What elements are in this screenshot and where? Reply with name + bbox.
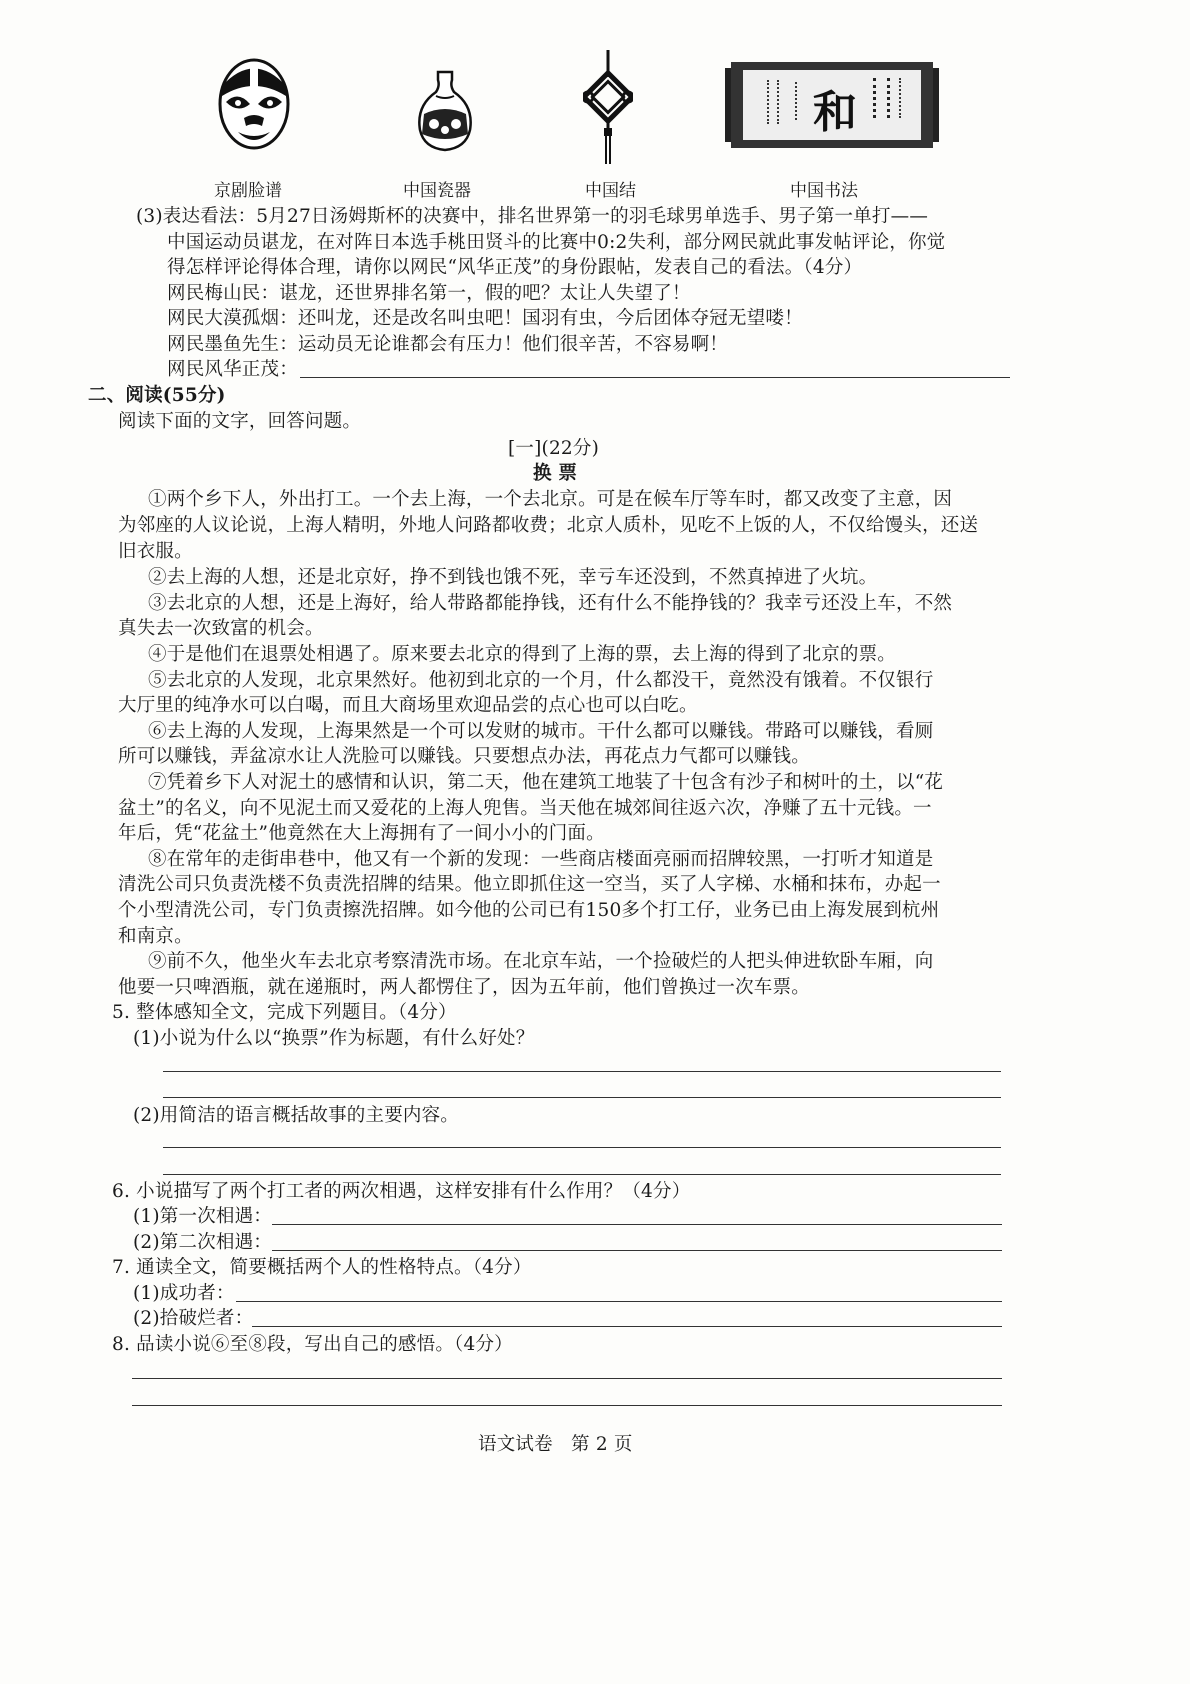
q6-1-answer-line[interactable] (272, 1224, 1002, 1225)
q7-2-label: (2)拾破烂者： (133, 1308, 254, 1329)
q3-line-3: 得怎样评论得体合理，请你以网民“风华正茂”的身份跟帖，发表自己的看法。（4分） (167, 257, 863, 278)
scroll-main-character: 和 (813, 87, 857, 138)
q3-line-2: 中国运动员谌龙，在对阵日本选手桃田贤斗的比赛中0:2失利，部分网民就此事发帖评论，你觉 (167, 232, 946, 253)
figure-caption-porcelain: 中国瓷器 (403, 181, 471, 201)
story-line: ⑨前不久，他坐火车去北京考察清洗市场。在北京车站，一个捡破烂的人把头伸进软卧车厢，向 (148, 951, 934, 972)
story-line: 为邻座的人议论说，上海人精明，外地人问路都收费；北京人质朴，见吃不上饭的人，不仅给馒头，还送 (118, 515, 979, 536)
page-footer: 语文试卷 第 2 页 (478, 1434, 633, 1455)
figure-caption-calligraphy: 中国书法 (790, 181, 858, 201)
q8-answer-line[interactable] (132, 1405, 1002, 1406)
q8-answer-line[interactable] (132, 1378, 1002, 1379)
q3-answer-line[interactable] (300, 377, 1010, 378)
story-line: ⑥去上海的人发现，上海果然是一个可以发财的城市。干什么都可以赚钱。带路可以赚钱，看厕 (148, 721, 934, 742)
q7-1-label: (1)成功者： (133, 1283, 235, 1304)
story-line: ⑧在常年的走街串巷中，他又有一个新的发现：一些商店楼面亮丽而招牌较黑，一打听才知道是 (148, 849, 934, 870)
q8-prompt: 8. 品读小说⑥至⑧段，写出自己的感悟。（4分） (112, 1334, 513, 1355)
story-line: ②去上海的人想，还是北京好，挣不到钱也饿不死，幸亏车还没到，不然真掉进了火坑。 (148, 567, 878, 588)
porcelain-vase-icon (412, 70, 478, 156)
q5-1-answer-line[interactable] (163, 1071, 1001, 1072)
story-line: 和南京。 (118, 926, 193, 947)
story-line: 他要一只啤酒瓶，就在递瓶时，两人都愣住了，因为五年前，他们曾换过一次车票。 (118, 977, 810, 998)
q7-1-answer-line[interactable] (236, 1301, 1002, 1302)
story-line: 旧衣服。 (118, 541, 193, 562)
story-line: 所可以赚钱，弄盆凉水让人洗脸可以赚钱。只要想点办法，再花点力气都可以赚钱。 (118, 746, 810, 767)
part-label: [一](22分) (508, 438, 600, 459)
q3-answer-label: 网民风华正茂： (167, 359, 298, 380)
q3-comment-1: 网民梅山民：谌龙，还世界排名第一，假的吧？太让人失望了！ (167, 283, 691, 304)
story-line: 盆土”的名义，向不见泥土而又爱花的上海人兜售。当天他在城郊间往返六次，净赚了五十元钱。一 (118, 798, 932, 819)
q3-comment-2: 网民大漠孤烟：还叫龙，还是改名叫虫吧！国羽有虫，今后团体夺冠无望喽！ (167, 308, 803, 329)
q5-2-prompt: (2)用简洁的语言概括故事的主要内容。 (133, 1105, 460, 1126)
story-line: 个小型清洗公司，专门负责擦洗招牌。如今他的公司已有150多个打工仔，业务已由上海发展到杭州 (118, 900, 940, 921)
q5-1-answer-line[interactable] (163, 1097, 1001, 1098)
story-title: 换 票 (533, 463, 578, 484)
q6-prompt: 6. 小说描写了两个打工者的两次相遇，这样安排有什么作用？（4分） (112, 1181, 691, 1202)
figure-row (0, 50, 1190, 210)
q5-2-answer-line[interactable] (163, 1174, 1001, 1175)
section-instruction: 阅读下面的文字，回答问题。 (118, 411, 362, 432)
q3-comment-3: 网民墨鱼先生：运动员无论谁都会有压力！他们很辛苦，不容易啊！ (167, 334, 729, 355)
story-line: ⑤去北京的人发现，北京果然好。他初到北京的一个月，什么都没干，竟然没有饿着。不仅银行 (148, 670, 934, 691)
q7-prompt: 7. 通读全文，简要概括两个人的性格特点。（4分） (112, 1257, 532, 1278)
story-line: ③去北京的人想，还是上海好，给人带路都能挣钱，还有什么不能挣钱的？我幸亏还没上车，不然 (148, 593, 953, 614)
figure-caption-knot: 中国结 (585, 181, 636, 201)
calligraphy-scroll-icon (725, 58, 939, 150)
story-line: 真失去一次致富的机会。 (118, 618, 324, 639)
q6-2-answer-line[interactable] (272, 1250, 1002, 1251)
story-line: 大厅里的纯净水可以白喝，而且大商场里欢迎品尝的点心也可以白吃。 (118, 695, 698, 716)
story-line: 清洗公司只负责洗楼不负责洗招牌的结果。他立即抓住这一空当，买了人字梯、水桶和抹布，办起一 (118, 874, 941, 895)
q6-1-label: (1)第一次相遇： (133, 1206, 273, 1227)
opera-mask-icon (214, 56, 294, 160)
q5-2-answer-line[interactable] (163, 1147, 1001, 1148)
story-line: 年后，凭“花盆土”他竟然在大上海拥有了一间小小的门面。 (118, 823, 605, 844)
story-line: ①两个乡下人，外出打工。一个去上海，一个去北京。可是在候车厅等车时，都又改变了主意，因 (148, 489, 953, 510)
q7-2-answer-line[interactable] (252, 1326, 1002, 1327)
story-line: ⑦凭着乡下人对泥土的感情和认识，第二天，他在建筑工地装了十包含有沙子和树叶的土，以“花 (148, 772, 944, 793)
q5-1-prompt: (1)小说为什么以“换票”作为标题，有什么好处？ (133, 1028, 535, 1049)
chinese-knot-icon (583, 50, 633, 169)
q3-line-1: (3)表达看法：5月27日汤姆斯杯的决赛中，排名世界第一的羽毛球男单选手、男子第一单打—— (136, 206, 929, 227)
story-line: ④于是他们在退票处相遇了。原来要去北京的得到了上海的票，去上海的得到了北京的票。 (148, 644, 897, 665)
q6-2-label: (2)第二次相遇： (133, 1232, 273, 1253)
q5-prompt: 5. 整体感知全文，完成下列题目。（4分） (112, 1002, 457, 1023)
section-heading: 二、阅读(55分) (88, 385, 226, 406)
figure-caption-opera: 京剧脸谱 (214, 181, 282, 201)
